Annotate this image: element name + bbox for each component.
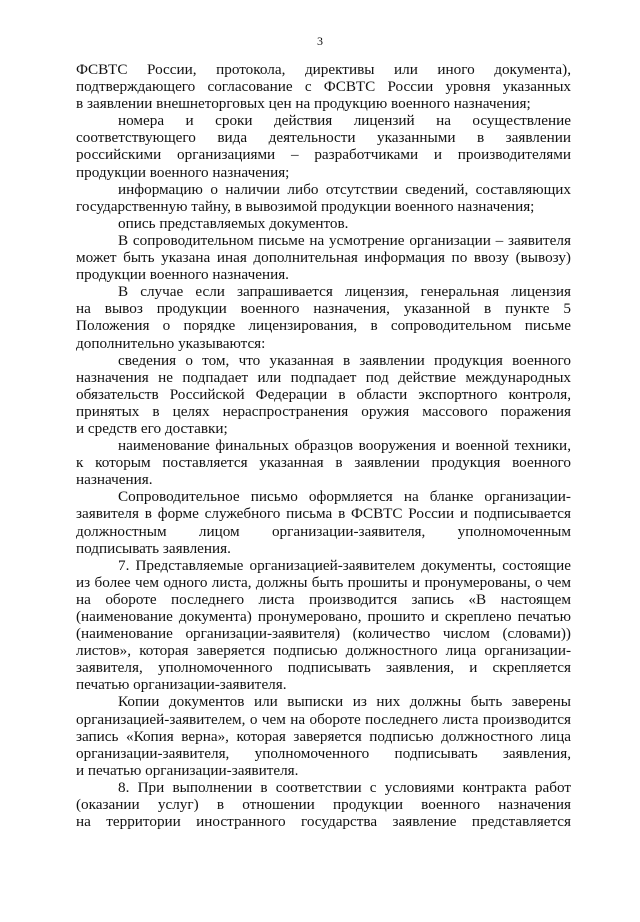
text-line: номера и сроки действия лицензий на осуществление	[118, 112, 571, 130]
document-body	[76, 61, 571, 830]
text-line: в заявлении внешнеторговых цен на продукцию военного назначения;	[76, 95, 531, 113]
text-line: (наименование организации-заявителя) (количество числом (словами))	[76, 625, 571, 643]
text-line: соответствующего вида деятельности указанными в заявлении	[76, 129, 571, 147]
text-line: заявителя, уполномоченного подписывать заявления, и скрепляется	[76, 659, 571, 677]
text-line: ФСВТС России, протокола, директивы или иного документа),	[76, 61, 571, 78]
text-line: информацию о наличии либо отсутствии сведений, составляющих	[118, 180, 571, 198]
text-line: (оказании услуг) в отношении продукции военного назначения	[76, 796, 571, 814]
text-line: организацией-заявителем, о чем на обороте последнего листа производится	[76, 710, 571, 728]
text-line: российскими организациями – разработчиками и производителями	[76, 146, 571, 164]
text-line: назначения.	[76, 471, 153, 489]
text-line: подтверждающего согласование с ФСВТС России уровня указанных	[76, 78, 571, 96]
text-line: на вывоз продукции военного назначения, указанной в пункте 5	[76, 300, 571, 318]
text-line: опись представляемых документов.	[118, 214, 349, 232]
text-line: продукции военного назначения;	[76, 163, 290, 181]
text-line: дополнительно указываются:	[76, 334, 266, 352]
text-line: 8. При выполнении в соответствии с условиями контракта работ	[118, 778, 571, 796]
text-line: из более чем одного листа, должны быть прошиты и пронумерованы, о чем	[76, 573, 571, 591]
text-line: государственную тайну, в вывозимой продукции военного назначения;	[76, 197, 535, 215]
text-line: и средств его доставки;	[76, 419, 228, 437]
text-line: подписывать заявления.	[76, 539, 231, 557]
text-line: 7. Представляемые организацией-заявителем документы, состоящие	[118, 556, 571, 574]
text-line: запись «Копия верна», которая заверяется подписью должностного лица	[76, 727, 571, 745]
text-line: Положения о порядке лицензирования, в сопроводительном письме	[76, 317, 571, 335]
text-line: к которым поставляется указанная в заявлении продукция военного	[76, 454, 571, 472]
text-line: наименование финальных образцов вооружения и военной техники,	[118, 437, 571, 455]
text-line: В сопроводительном письме на усмотрение организации – заявителя	[118, 231, 571, 249]
page-number: 3	[317, 34, 323, 48]
text-line: печатью организации-заявителя.	[76, 676, 287, 694]
text-line: Копии документов или выписки из них должны быть заверены	[118, 693, 571, 711]
text-line: может быть указана иная дополнительная информация по ввозу (вывозу)	[76, 249, 571, 267]
text-line: назначения не подпадает или подпадает под действие международных	[76, 368, 571, 386]
text-line: (наименование документа) пронумеровано, прошито и скреплено печатью	[76, 608, 571, 625]
text-line: обязательств Российской Федерации в области экспортного контроля,	[76, 385, 571, 403]
text-line: Сопроводительное письмо оформляется на бланке организации-	[118, 488, 571, 506]
text-line: на территории иностранного государства заявление представляется	[76, 813, 571, 831]
text-line: должностным лицом организации-заявителя, уполномоченным	[76, 522, 571, 540]
text-line: сведения о том, что указанная в заявлении продукция военного	[118, 351, 571, 369]
text-line: В случае если запрашивается лицензия, генеральная лицензия	[118, 283, 571, 301]
text-line: листов», которая заверяется подписью должностного лица организации-	[76, 642, 571, 660]
text-line: продукции военного назначения.	[76, 266, 289, 284]
text-line: принятых в целях нераспространения оружия массового поражения	[76, 402, 571, 420]
text-line: заявителя в форме служебного письма в ФСВТС России и подписывается	[76, 505, 571, 523]
text-line: организации-заявителя, уполномоченного подписывать заявления,	[76, 744, 571, 762]
text-line: и печатью организации-заявителя.	[76, 761, 299, 779]
text-line: на обороте последнего листа производится запись «В настоящем	[76, 590, 571, 608]
